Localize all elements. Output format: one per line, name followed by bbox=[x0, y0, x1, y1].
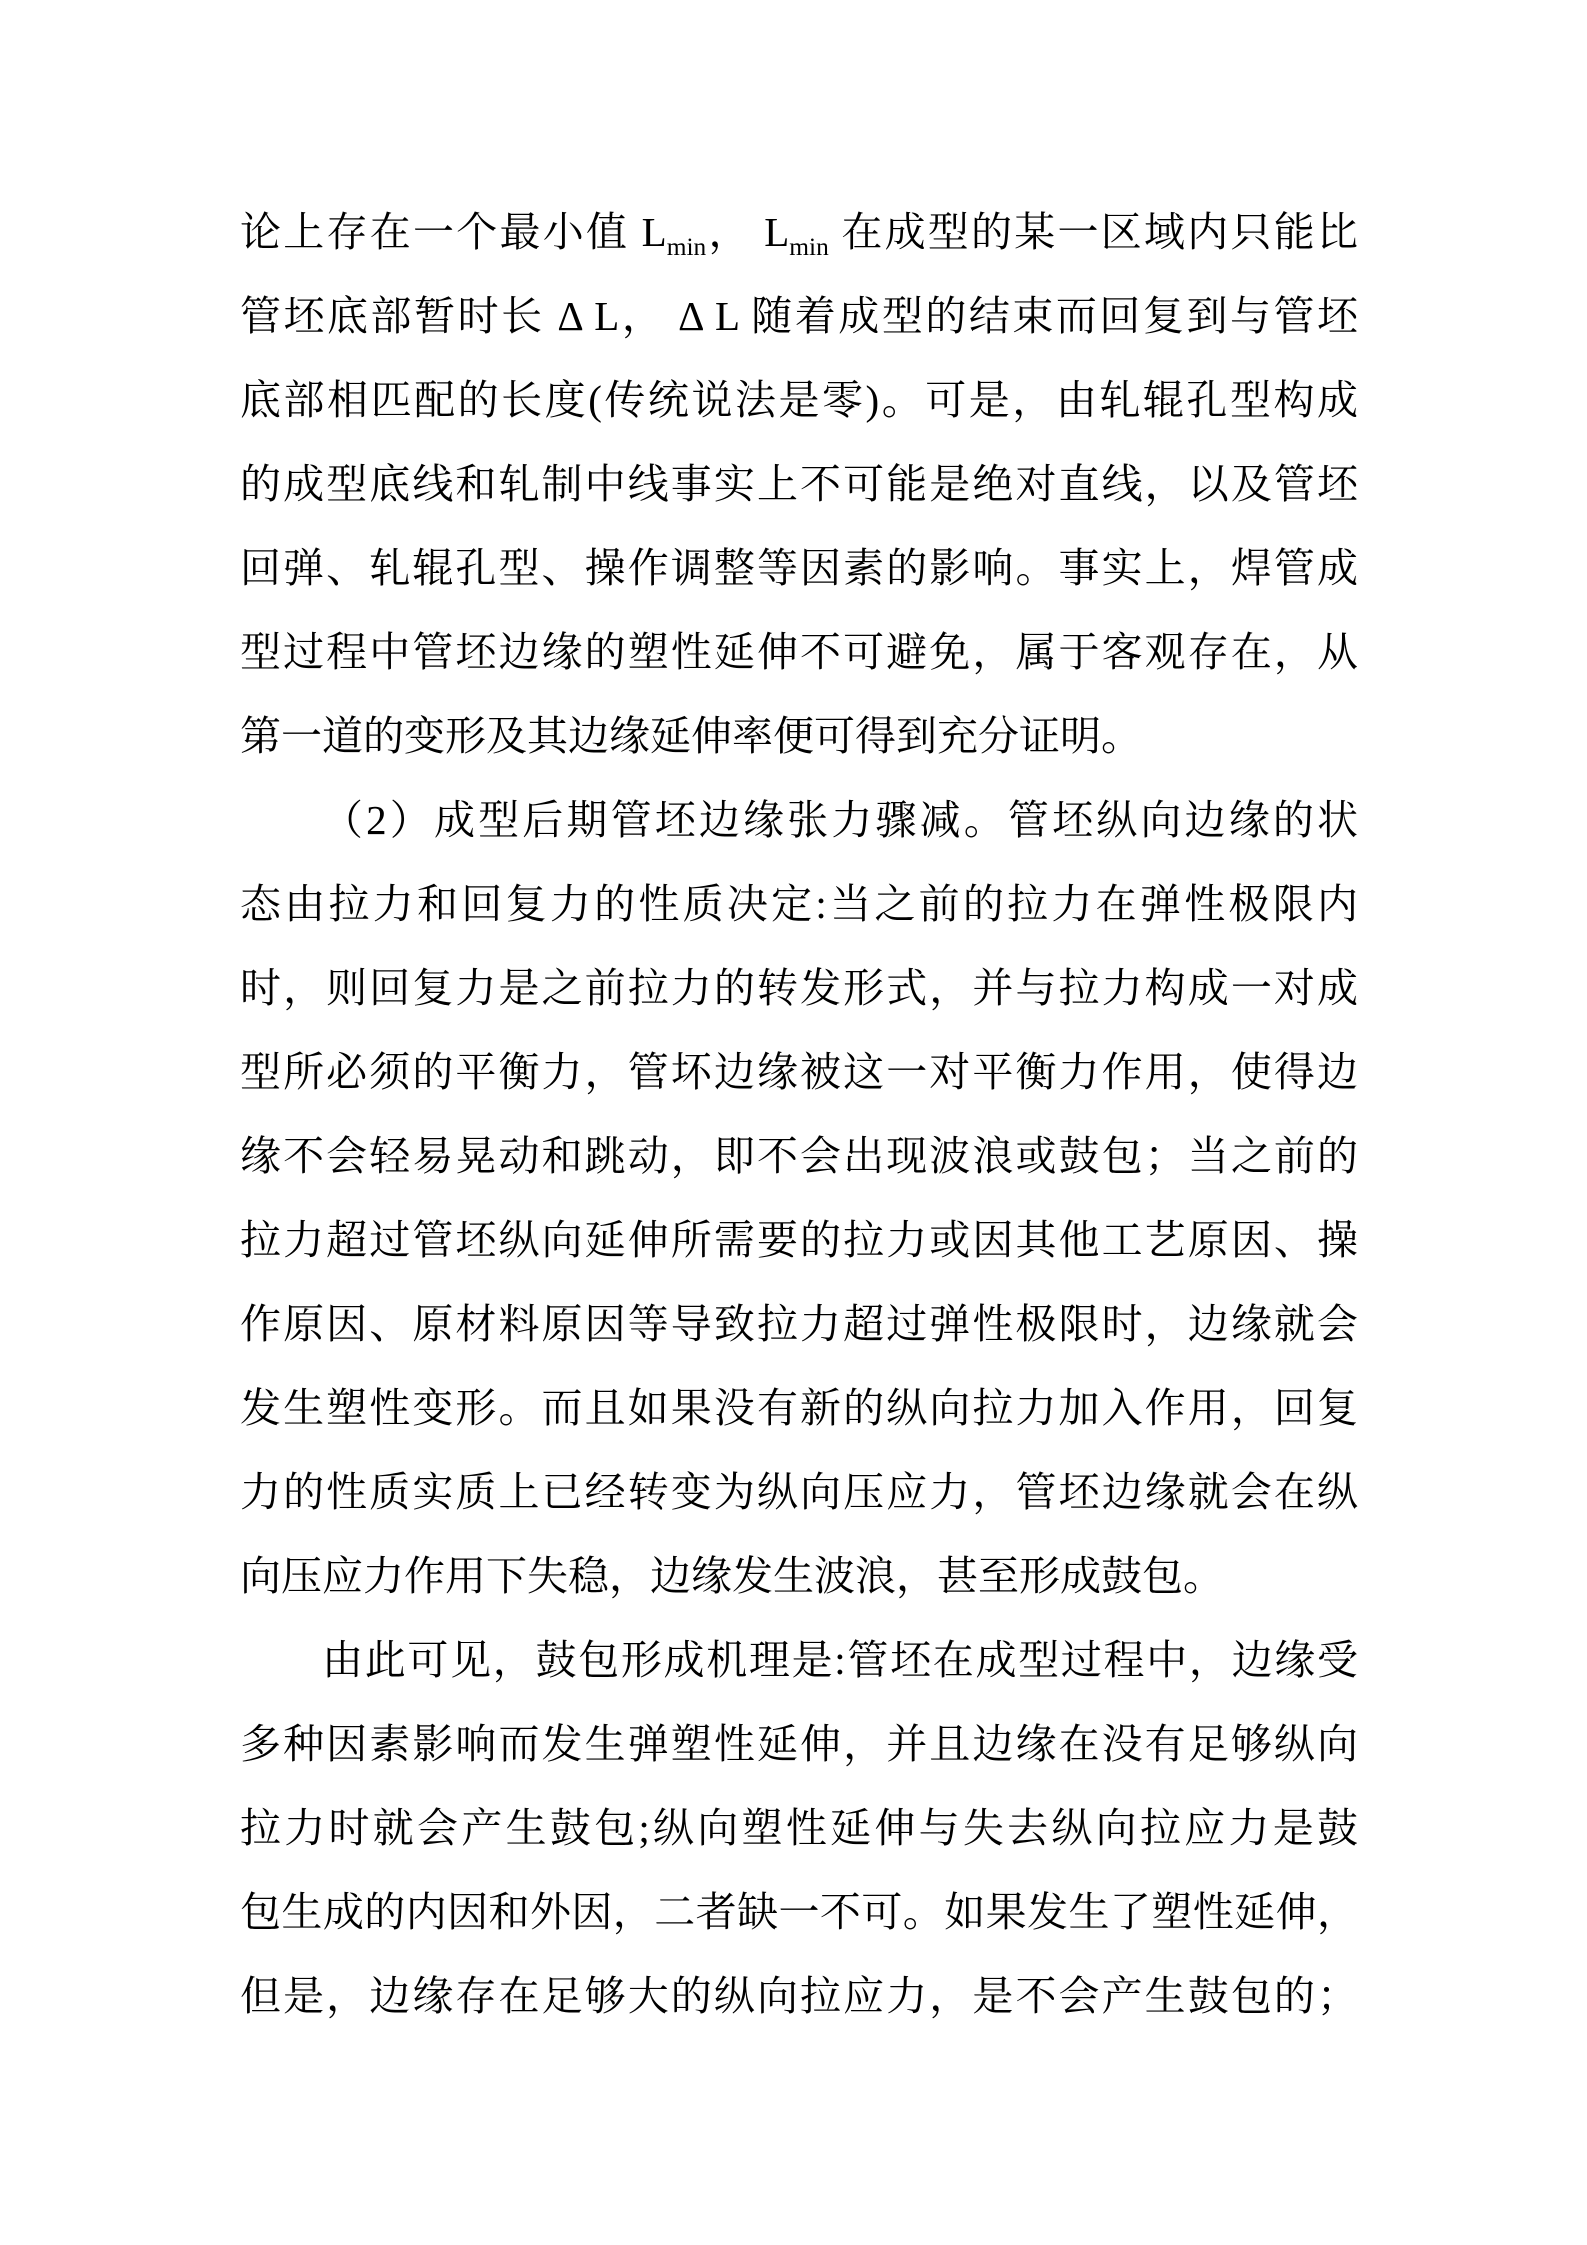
subscript-min: min bbox=[666, 233, 707, 262]
text-line: 时，则回复力是之前拉力的转发形式，并与拉力构成一对成 bbox=[240, 965, 1358, 1011]
text-line: 底部相匹配的长度(传统说法是零)。可是，由轧辊孔型构成 bbox=[240, 377, 1358, 423]
text-line: 发生塑性变形。而且如果没有新的纵向拉力加入作用，回复 bbox=[240, 1385, 1358, 1431]
text-line: 拉力时就会产生鼓包;纵向塑性延伸与失去纵向拉应力是鼓 bbox=[240, 1805, 1358, 1851]
text-line: 的成型底线和轧制中线事实上不可能是绝对直线，以及管坯 bbox=[240, 461, 1358, 507]
text-line: 型过程中管坯边缘的塑性延伸不可避免，属于客观存在，从 bbox=[240, 629, 1358, 675]
text-line: 多种因素影响而发生弹塑性延伸，并且边缘在没有足够纵向 bbox=[240, 1721, 1358, 1767]
text-segment: 论上存在一个最小值 L bbox=[240, 209, 667, 255]
text-line-paragraph-start: 由此可见，鼓包形成机理是:管坯在成型过程中，边缘受 bbox=[322, 1637, 1358, 1683]
text-line: 向压应力作用下失稳，边缘发生波浪，甚至形成鼓包。 bbox=[240, 1553, 1224, 1599]
text-line: 拉力超过管坯纵向延伸所需要的拉力或因其他工艺原因、操 bbox=[240, 1217, 1358, 1263]
text-line: 缘不会轻易晃动和跳动，即不会出现波浪或鼓包；当之前的 bbox=[240, 1133, 1358, 1179]
text-line: 但是，边缘存在足够大的纵向拉应力，是不会产生鼓包的； bbox=[240, 1973, 1358, 2019]
text-line-paragraph-start: （2）成型后期管坯边缘张力骤减。管坯纵向边缘的状 bbox=[322, 797, 1358, 843]
text-line: 回弹、轧辊孔型、操作调整等因素的影响。事实上，焊管成 bbox=[240, 545, 1358, 591]
text-line: 包生成的内因和外因，二者缺一不可。如果发生了塑性延伸， bbox=[240, 1889, 1358, 1935]
text-segment: ， L bbox=[706, 209, 790, 255]
text-body bbox=[240, 190, 1358, 2038]
text-line: 第一道的变形及其边缘延伸率便可得到充分证明。 bbox=[240, 713, 1142, 759]
text-line: 态由拉力和回复力的性质决定:当之前的拉力在弹性极限内 bbox=[240, 881, 1358, 927]
text-line: 管坯底部暂时长 Δ L， Δ L 随着成型的结束而回复到与管坯 bbox=[240, 293, 1358, 339]
subscript-min: min bbox=[789, 233, 829, 262]
text-line: 作原因、原材料原因等导致拉力超过弹性极限时，边缘就会 bbox=[240, 1301, 1358, 1347]
text-line bbox=[240, 190, 1358, 274]
text-line: 力的性质实质上已经转变为纵向压应力，管坯边缘就会在纵 bbox=[240, 1469, 1358, 1515]
text-line: 型所必须的平衡力，管坏边缘被这一对平衡力作用，使得边 bbox=[240, 1049, 1358, 1095]
text-segment: 在成型的某一区域内只能比 bbox=[828, 209, 1359, 255]
